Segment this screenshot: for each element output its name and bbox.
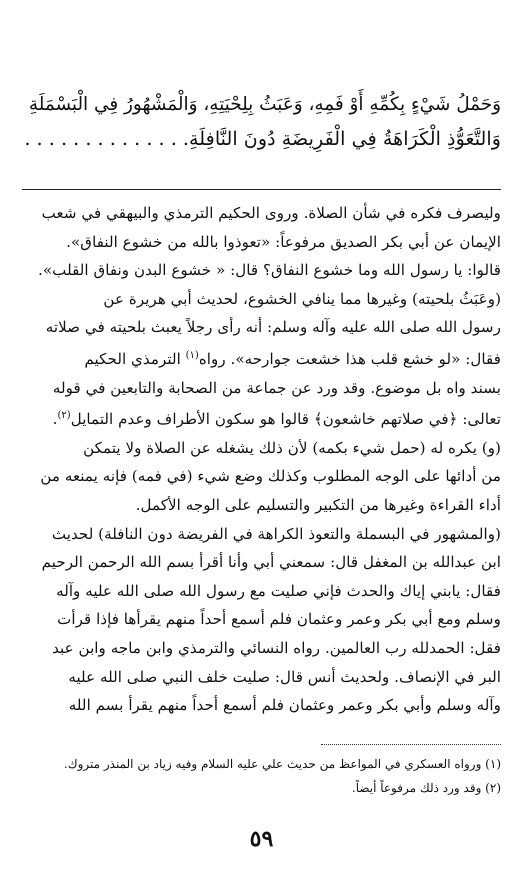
commentary-line: وسلم ومع أبي بكر وعمر وعثمان فلم أسمع أحداً منهم يقرأها فإذا قرأت [57,610,501,629]
commentary-line: فقل: الحمدلله رب العالمين. رواه النسائي والترمذي وابن ماجه وابن عبد [52,639,501,658]
footnote-2: (٢) وقد ورد ذلك مرفوعاً أيضاً. [351,781,501,795]
commentary-text [24,199,501,720]
commentary-line: البر في الإنصاف. ولحديث أنس قال: صليت خلف النبي صلى الله عليه [68,667,501,686]
commentary-line [24,342,501,374]
commentary-text-span: تعالى: ﴿في صلاتهم خاشعون﴾ قالوا هو سكون الأطراف وعدم التمايل [70,410,501,429]
commentary-text-span: . [52,410,58,429]
footnote-1: (١) ورواه العسكري في المواعظ من حديث علي عليه السلام وفيه زياد بن المنذر متروك. [63,757,501,771]
commentary-line: (والمشهور في البسملة والتعوذ الكراهة في الفريضة دون النافلة) لحديث [51,524,501,543]
commentary-line: بسند واه بل موضوع. وقد ورد عن جماعة من الصحابة والتابعين في قوله [52,378,501,397]
commentary-line: وآله وسلم وأبي بكر وعمر وعثمان فلم أسمع أحداً منهم يقرأ بسم الله [68,696,501,715]
footnote-ref-1: (١) [185,349,199,361]
matn-text [24,88,501,156]
commentary-line: ابن عبدالله بن المغفل قال: سمعني أبي وأنا أقرأ بسم الله الرحمن الرحيم [41,553,501,572]
matn-line: وَحَمْلُ شَيْءٍ بِكُمِّهِ أَوْ فَمِهِ، وَعَبَثُ بِلِحْيَتِهِ، وَالْمَشْهُورُ فِي الْبَسْمَلَةِ [28,94,501,115]
footnotes [24,752,501,800]
commentary-line: (و) يكره له (حمل شيء بكمه) لأن ذلك يشغله عن الصلاة ولا يتمكن [83,438,501,457]
commentary-line: وليصرف فكره في شأن الصلاة. وروى الحكيم الترمذي والبيهقي في شعب [41,204,501,222]
commentary-line: أداء القراءة وغيرها من التكبير والتسليم على الوجه الأكمل. [135,496,501,515]
matn-line: وَالتَّعَوُّذِ الْكَرَاهَةُ فِي الْفَرِيضَةِ دُونَ النَّافِلَةِ. . . . . . . . . . . . . . [24,127,501,150]
commentary-line: رسول الله صلى الله عليه وآله وسلم: أنه رأى رجلاً يعبث بلحيته في صلاته [45,318,501,337]
footnote-ref-2: (٢) [57,410,71,422]
matn-divider [22,189,501,190]
page-number: ٥٩ [249,826,274,852]
commentary-line [24,402,501,434]
commentary-text-span: الترمذي الحكيم [84,350,186,369]
commentary-line: الإيمان عن أبي بكر الصديق مرفوعاً: «تعوذوا بالله من خشوع النفاق». [66,232,501,251]
commentary-line: فقال: يابني إياك والحدث فإني صليت مع رسول الله صلى الله عليه وآله [56,581,501,600]
commentary-line: من أدائها على الوجه المطلوب وكذلك وضع شيء (في فمه) فإنه يمنعه من [40,467,501,486]
commentary-line: (وعَبَثُ بلحيته) وغيرها مما ينافي الخشوع، لحديث أبي هريرة عن [103,289,501,308]
footnote-divider [321,744,501,745]
commentary-line: قالوا: يا رسول الله وما خشوع النفاق؟ قال: « خشوع البدن ونفاق القلب». [38,261,501,280]
commentary-text-span: فقال: «لو خشع قلب هذا خشعت جوارحه». رواه [198,350,501,369]
